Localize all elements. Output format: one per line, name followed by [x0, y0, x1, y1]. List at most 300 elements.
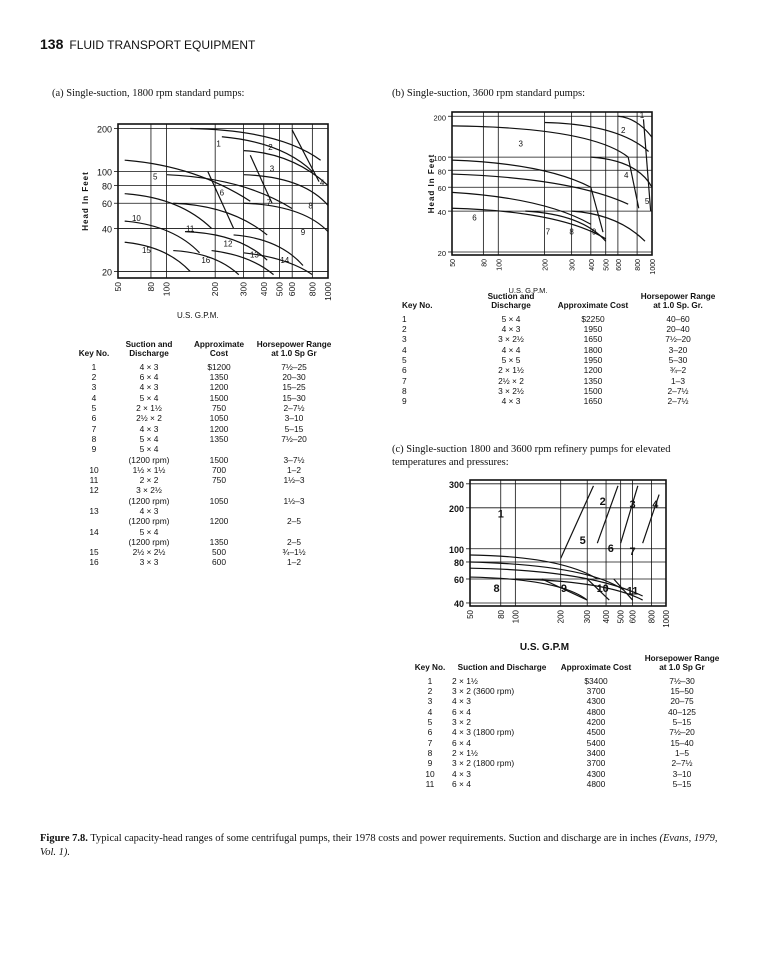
table-b-suction-cell: 5 × 5 — [501, 355, 521, 366]
table-c-hp-cell: 40–125 — [668, 706, 696, 717]
x-tick-label: 400 — [588, 259, 596, 271]
table-c-suction-cell: 6 × 4 — [452, 778, 471, 789]
table-a-cost-cell: 1500 — [209, 392, 229, 403]
table-a-hp-cell: 20–30 — [282, 372, 306, 383]
table-row — [400, 314, 720, 324]
x-tick-label: 500 — [603, 259, 611, 271]
x-tick-label: 80 — [145, 282, 156, 292]
y-tick-label: 20 — [437, 248, 446, 258]
table-b-suction-cell: 4 × 4 — [501, 344, 521, 355]
table-a-hp-cell: 1½–3 — [283, 475, 305, 486]
table-a-suction-cell: 1½ × 1½ — [132, 464, 166, 475]
x-tick-label: 500 — [616, 610, 626, 624]
table-a-suction-cell: (1200 rpm) — [128, 454, 170, 465]
table-a-cost-cell: 1200 — [209, 516, 229, 527]
region-label: 2 — [268, 142, 273, 152]
table-a-header-hp: Horsepower Range at 1.0 Sp Gr — [256, 340, 332, 359]
pump-curve — [125, 160, 251, 201]
y-tick-label: 60 — [453, 574, 464, 585]
table-b-cost-cell: 1950 — [583, 355, 603, 366]
table-a — [74, 340, 334, 568]
table-row — [74, 465, 334, 475]
x-tick-label: 50 — [113, 282, 123, 292]
table-a-cost-cell: 1350 — [209, 372, 229, 383]
table-a-hp-cell — [254, 506, 334, 516]
pump-curve — [572, 211, 645, 241]
table-a-cost-cell: 750 — [212, 475, 226, 486]
table-b-hp-cell: 3–20 — [668, 344, 688, 355]
table-b-cost-cell: 1350 — [583, 375, 603, 386]
region-label: 8 — [493, 583, 500, 596]
table-a-cost-cell: 1350 — [209, 536, 229, 547]
table-a-cost-cell — [184, 506, 254, 516]
table-row — [74, 413, 334, 423]
region-label: 11 — [186, 224, 195, 234]
pump-curve-edge — [208, 172, 234, 229]
table-a-key-cell — [74, 496, 114, 506]
table-c-cost-cell: 4300 — [586, 696, 606, 707]
region-label: 3 — [629, 498, 636, 511]
section-c-caption: (c) Single-suction 1800 and 3600 rpm refinery pumps for elevated temperatures and pressures: — [392, 444, 671, 469]
pump-curve — [125, 242, 190, 271]
x-tick-label: 100 — [161, 282, 172, 297]
region-label: 15 — [141, 245, 151, 255]
table-b-cost-cell: 1950 — [583, 324, 603, 335]
table-row — [74, 362, 334, 372]
table-row — [74, 516, 334, 526]
y-tick-label: 20 — [101, 267, 112, 278]
table-c-key-cell: 11 — [425, 778, 435, 789]
table-b-cost-cell: 1800 — [583, 344, 603, 355]
table-b-cost-cell: 1200 — [583, 365, 603, 376]
table-c-suction-cell: 2 × 1½ — [452, 675, 478, 686]
x-tick-label: 500 — [274, 282, 285, 297]
table-a-suction-cell: 5 × 4 — [139, 444, 159, 455]
table-a-suction-cell: (1200 rpm) — [128, 536, 170, 547]
figure-label: Figure 7.8. — [40, 833, 88, 844]
table-c-cost-cell: 4300 — [586, 768, 606, 779]
table-row — [410, 748, 726, 758]
table-c-cost-cell: 4800 — [586, 706, 606, 717]
table-c-hp-cell: 1–5 — [675, 747, 689, 758]
region-label: 5 — [579, 535, 586, 548]
table-a-key-cell: 7 — [91, 423, 97, 434]
table-row — [74, 496, 334, 506]
table-row — [410, 707, 726, 717]
table-c-cost-cell: 3700 — [586, 758, 606, 769]
x-tick-label: 200 — [210, 282, 221, 297]
table-b-hp-cell: 2–7½ — [667, 385, 689, 396]
table-a-hp-cell: 15–30 — [282, 392, 306, 403]
table-b-hp-cell: 1–3 — [671, 375, 685, 386]
table-c-hp-cell: 7½–20 — [669, 727, 695, 738]
table-a-hp-cell: 2–5 — [287, 516, 301, 527]
x-tick-label: 800 — [647, 610, 657, 624]
table-b-hp-cell: 20–40 — [666, 324, 690, 335]
table-b-cost-cell: $2250 — [581, 313, 605, 324]
region-label: 1 — [497, 508, 504, 521]
table-row — [74, 537, 334, 547]
region-label: 4 — [652, 498, 659, 511]
table-a-key-cell: 8 — [91, 433, 97, 444]
region-label: 6 — [472, 213, 477, 223]
table-a-cost-cell: $1200 — [207, 361, 231, 372]
table-row — [410, 727, 726, 737]
table-a-hp-cell: 1½–3 — [283, 495, 305, 506]
table-b-hp-cell: 40–60 — [666, 313, 690, 324]
table-c-header-cost: Approximate Cost — [560, 663, 632, 673]
table-a-cost-cell: 1050 — [209, 413, 229, 424]
table-row — [74, 372, 334, 382]
table-row — [400, 355, 720, 365]
x-tick-label: 80 — [496, 610, 506, 619]
chart-a — [80, 118, 340, 332]
table-c-hp-cell: 5–15 — [672, 717, 692, 728]
table-a-cost-cell: 1500 — [209, 454, 229, 465]
table-row — [400, 345, 720, 355]
pump-curve — [591, 157, 652, 187]
table-c-header-suction: Suction and Discharge — [457, 663, 547, 673]
region-label: 7 — [629, 546, 636, 559]
x-axis-label: U.S. G.P.M. — [508, 286, 548, 295]
table-b-suction-cell: 3 × 2½ — [498, 385, 524, 396]
x-tick-label: 1000 — [323, 282, 333, 301]
pump-curve — [452, 126, 628, 157]
table-c-suction-cell: 3 × 2 — [452, 717, 471, 728]
pump-curve — [244, 175, 328, 206]
table-row — [410, 717, 726, 727]
table-b-key-cell: 6 — [402, 365, 407, 376]
table-b-key-cell: 1 — [402, 313, 407, 324]
x-tick-label: 100 — [511, 610, 521, 624]
x-tick-label: 200 — [542, 259, 550, 271]
table-row — [410, 779, 726, 789]
table-a-suction-cell: 2½ × 2 — [136, 413, 162, 424]
table-b-key-cell: 2 — [402, 324, 407, 335]
pump-curve-edge — [597, 486, 618, 543]
table-a-hp-cell: ¾–1½ — [282, 547, 306, 558]
x-tick-label: 600 — [287, 282, 298, 297]
table-c-cost-cell: 4200 — [586, 717, 606, 728]
table-b-header-hp: Horsepower Range at 1.0 Sp. Gr. — [640, 292, 716, 311]
table-c-cost-cell: 4500 — [586, 727, 606, 738]
region-label: 2 — [599, 495, 606, 508]
x-tick-label: 600 — [628, 610, 638, 624]
table-b-header-key: Key No. — [402, 301, 433, 311]
table-a-hp-cell: 3–10 — [284, 413, 304, 424]
pump-curve-edge — [621, 486, 638, 543]
table-b-key-cell: 5 — [402, 355, 407, 366]
table-a-key-cell: 15 — [89, 547, 99, 558]
y-tick-label: 40 — [437, 208, 446, 218]
table-row — [410, 738, 726, 748]
table-b-suction-cell: 3 × 2½ — [498, 334, 524, 345]
x-tick-label: 1000 — [650, 259, 657, 275]
table-row — [410, 758, 726, 768]
table-a-suction-cell: 5 × 4 — [139, 392, 159, 403]
pump-curve-edge — [561, 486, 594, 559]
table-a-cost-cell: 750 — [212, 403, 226, 414]
table-b-suction-cell: 5 × 4 — [501, 313, 521, 324]
x-tick-label: 400 — [258, 282, 269, 297]
region-label: 2 — [621, 126, 626, 136]
table-a-suction-cell: (1200 rpm) — [128, 495, 170, 506]
region-label: 10 — [131, 214, 141, 224]
table-row — [74, 506, 334, 516]
table-c-key-cell: 4 — [427, 706, 433, 717]
table-row — [74, 547, 334, 557]
table-a-cost-cell: 1200 — [209, 382, 229, 393]
table-row — [74, 485, 334, 495]
table-a-key-cell: 5 — [91, 403, 97, 414]
table-c-key-cell: 5 — [427, 717, 433, 728]
table-a-key-cell: 3 — [91, 382, 97, 393]
table-a-header-key: Key No. — [78, 349, 110, 359]
table-c-key-cell: 7 — [427, 737, 433, 748]
pump-curve — [190, 128, 320, 160]
table-a-key-cell: 16 — [89, 557, 99, 568]
table-row — [74, 403, 334, 413]
table-b-suction-cell: 4 × 3 — [501, 324, 521, 335]
table-row — [400, 396, 720, 406]
region-label: 9 — [300, 227, 306, 237]
x-tick-label: 300 — [238, 282, 249, 297]
table-a-key-cell — [74, 537, 114, 547]
table-a-key-cell: 11 — [89, 475, 99, 486]
table-row — [74, 434, 334, 444]
table-b-key-cell: 8 — [402, 385, 407, 396]
table-row — [410, 676, 726, 686]
table-c-key-cell: 3 — [427, 696, 433, 707]
y-tick-label: 80 — [453, 557, 464, 568]
pump-curve — [470, 555, 597, 579]
region-label: 1 — [216, 139, 221, 149]
table-a-cost-cell: 500 — [212, 547, 226, 558]
table-a-suction-cell: 5 × 4 — [139, 526, 159, 537]
table-row — [74, 424, 334, 434]
page-header — [40, 36, 255, 52]
table-c-cost-cell: 5400 — [586, 737, 606, 748]
table-a-suction-cell: 2½ × 2½ — [132, 547, 166, 558]
figure-caption — [40, 832, 720, 859]
x-tick-label: 300 — [569, 259, 577, 271]
table-a-hp-cell: 7½–25 — [281, 361, 307, 372]
region-label: 9 — [560, 583, 567, 596]
region-label: 5 — [152, 172, 158, 182]
table-b — [400, 292, 720, 407]
region-label: 8 — [308, 201, 313, 211]
table-row — [74, 455, 334, 465]
pump-curve — [470, 577, 587, 600]
table-a-cost-cell: 1200 — [209, 423, 229, 434]
table-row — [74, 527, 334, 537]
table-row — [400, 386, 720, 396]
section-a-caption: (a) Single-suction, 1800 rpm standard pumps: — [52, 88, 245, 99]
table-a-suction-cell: 5 × 4 — [139, 433, 159, 444]
figure-citation: (Evans, 1979, Vol. 1). — [40, 833, 718, 858]
table-a-suction-cell: 4 × 3 — [139, 382, 159, 393]
table-c-suction-cell: 2 × 1½ — [452, 747, 478, 758]
y-tick-label: 100 — [433, 154, 446, 164]
x-axis-label: U.S. G.P.M — [519, 642, 570, 653]
x-tick-label: 100 — [496, 259, 504, 271]
y-tick-label: 100 — [448, 544, 464, 555]
table-b-hp-cell: ¾–2 — [669, 365, 687, 376]
table-b-cost-cell: 1650 — [583, 334, 603, 345]
table-c-hp-cell: 3–10 — [672, 768, 692, 779]
table-a-suction-cell: 3 × 3 — [139, 557, 159, 568]
chart-b — [428, 104, 668, 294]
y-tick-label: 40 — [101, 224, 112, 235]
table-c-key-cell: 1 — [427, 675, 433, 686]
x-tick-label: 50 — [466, 610, 475, 619]
table-a-cost-cell — [184, 527, 254, 537]
table-a-hp-cell: 15–25 — [282, 382, 306, 393]
y-axis-label: Head In Feet — [427, 153, 436, 214]
x-tick-label: 800 — [307, 282, 318, 297]
table-row — [410, 696, 726, 706]
table-c-key-cell: 6 — [427, 727, 433, 738]
table-c-key-cell: 2 — [427, 686, 433, 697]
table-a-key-cell: 1 — [91, 361, 97, 372]
table-c-header-hp: Horsepower Range at 1.0 Sp Gr — [644, 654, 720, 673]
table-a-key-cell — [74, 516, 114, 526]
table-a-hp-cell: 1–2 — [287, 557, 301, 568]
region-label: 5 — [644, 197, 650, 207]
table-c-suction-cell: 4 × 3 — [452, 696, 471, 707]
region-label: 7 — [266, 198, 272, 208]
table-b-hp-cell: 5–30 — [668, 355, 688, 366]
table-a-suction-cell: 4 × 3 — [139, 361, 159, 372]
table-a-key-cell: 14 — [89, 526, 99, 537]
x-axis-label: U.S. G.P.M. — [176, 311, 219, 320]
pump-curve — [452, 174, 628, 204]
x-tick-label: 1000 — [662, 610, 671, 628]
table-row — [410, 769, 726, 779]
figure-caption-text: Typical capacity-head ranges of some centrifugal pumps, their 1978 costs and power requirements. Suction and discharge are in inches — [90, 833, 657, 844]
table-c-suction-cell: 4 × 3 (1800 rpm) — [452, 727, 515, 738]
table-c-cost-cell: 3400 — [586, 747, 606, 758]
table-b-cost-cell: 1500 — [583, 385, 603, 396]
table-a-cost-cell: 1050 — [209, 495, 229, 506]
region-label: 13 — [249, 250, 259, 260]
table-a-hp-cell: 3–7½ — [283, 454, 305, 465]
y-tick-label: 300 — [448, 479, 464, 490]
table-b-suction-cell: 2 × 1½ — [498, 365, 524, 376]
table-b-suction-cell: 2½ × 2 — [498, 375, 524, 386]
table-a-key-cell — [74, 455, 114, 465]
table-a-cost-cell: 700 — [212, 464, 226, 475]
table-c-hp-cell: 7½–30 — [669, 675, 695, 686]
table-b-key-cell: 7 — [402, 375, 407, 386]
y-tick-label: 60 — [101, 199, 112, 210]
pump-curve-edge — [250, 155, 272, 203]
table-row — [410, 686, 726, 696]
table-c-body — [410, 676, 726, 789]
region-label: 6 — [219, 188, 225, 198]
y-axis-label: Head In Feet — [81, 171, 90, 231]
table-c-suction-cell: 6 × 4 — [452, 706, 471, 717]
region-label: 1 — [639, 110, 645, 120]
table-a-key-cell: 9 — [91, 444, 97, 455]
y-tick-label: 40 — [453, 598, 464, 609]
region-label: 7 — [545, 227, 551, 237]
y-tick-label: 80 — [437, 167, 446, 177]
y-tick-label: 100 — [96, 167, 112, 178]
table-a-suction-cell: 2 × 2 — [139, 475, 159, 486]
table-c-suction-cell: 4 × 3 — [452, 768, 471, 779]
region-label: 8 — [569, 227, 574, 237]
y-tick-label: 200 — [433, 113, 446, 123]
region-label: 10 — [596, 583, 609, 596]
table-a-hp-cell — [254, 485, 334, 495]
table-a-key-cell: 2 — [91, 372, 97, 383]
section-b-caption: (b) Single-suction, 3600 rpm standard pumps: — [392, 88, 586, 99]
table-c-cost-cell: 3700 — [586, 686, 606, 697]
x-tick-label: 600 — [615, 259, 623, 271]
table-c-key-cell: 8 — [427, 747, 433, 758]
table-a-cost-cell: 600 — [212, 557, 226, 568]
table-b-key-cell: 4 — [402, 344, 407, 355]
table-b-suction-cell: 4 × 3 — [501, 396, 521, 407]
y-tick-label: 200 — [96, 124, 112, 135]
region-label: 3 — [518, 139, 523, 149]
table-a-key-cell: 4 — [91, 392, 97, 403]
running-title: FLUID TRANSPORT EQUIPMENT — [69, 38, 256, 52]
table-a-key-cell: 6 — [91, 413, 97, 424]
x-tick-label: 50 — [450, 259, 457, 267]
table-b-cost-cell: 1650 — [583, 396, 603, 407]
table-row — [74, 393, 334, 403]
pump-curve — [452, 160, 591, 187]
table-c-suction-cell: 3 × 2 (3600 rpm) — [452, 686, 515, 697]
table-a-cost-cell — [184, 485, 254, 495]
table-a-suction-cell: 2 × 1½ — [136, 403, 162, 414]
table-c-hp-cell: 15–40 — [670, 737, 694, 748]
region-label: 16 — [201, 255, 211, 265]
y-tick-label: 200 — [448, 503, 464, 514]
table-b-key-cell: 3 — [402, 334, 407, 345]
y-tick-label: 80 — [101, 181, 112, 192]
table-a-suction-cell: 4 × 3 — [139, 506, 159, 516]
region-label: 6 — [607, 542, 614, 555]
table-a-suction-cell: (1200 rpm) — [128, 516, 170, 527]
region-label: 4 — [319, 178, 325, 188]
x-tick-label: 800 — [635, 259, 643, 271]
table-a-hp-cell: 5–15 — [284, 423, 304, 434]
table-a-hp-cell — [254, 444, 334, 454]
table-row — [74, 444, 334, 454]
region-label: 12 — [223, 239, 233, 249]
table-a-key-cell: 12 — [89, 485, 99, 496]
table-a-hp-cell: 1–2 — [287, 464, 301, 475]
table-c-suction-cell: 6 × 4 — [452, 737, 471, 748]
table-a-hp-cell: 2–5 — [287, 536, 301, 547]
table-b-hp-cell: 2–7½ — [667, 396, 689, 407]
table-row — [400, 376, 720, 386]
table-row — [400, 365, 720, 375]
table-c-key-cell: 9 — [427, 758, 433, 769]
table-c-suction-cell: 3 × 2 (1800 rpm) — [452, 758, 515, 769]
table-row — [400, 324, 720, 334]
table-a-header-suction: Suction and Discharge — [125, 340, 173, 359]
region-label: 3 — [269, 164, 275, 174]
page-number: 138 — [40, 36, 64, 52]
table-c-hp-cell: 15–50 — [670, 686, 694, 697]
chart-c — [438, 474, 688, 656]
table-c-cost-cell: 4800 — [586, 778, 606, 789]
table-a-cost-cell: 1350 — [209, 433, 229, 444]
